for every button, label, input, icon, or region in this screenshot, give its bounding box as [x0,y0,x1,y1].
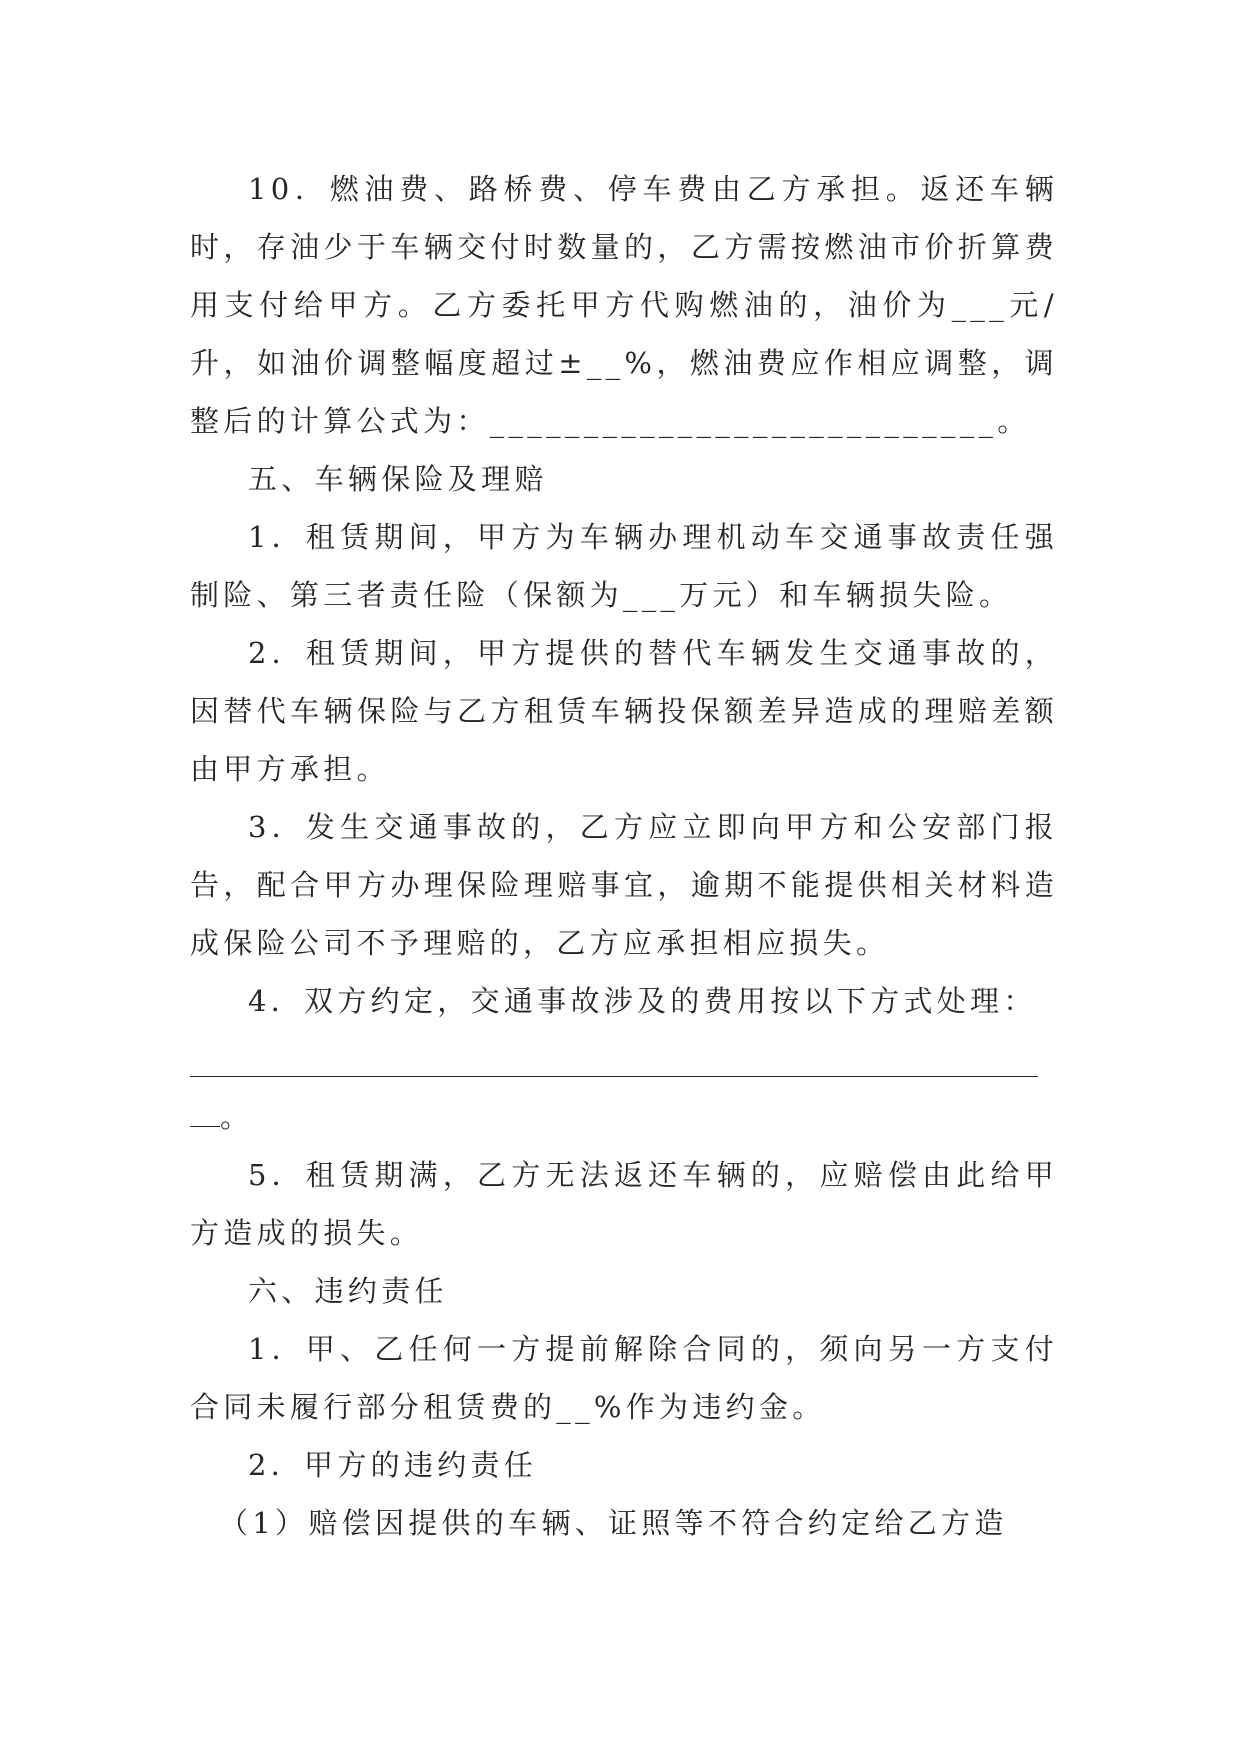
clause-5-3-accident-report: 3．发生交通事故的，乙方应立即向甲方和公安部门报告，配合甲方办理保险理赔事宜，逾期不能提供相关材料造成保险公司不予理赔的，乙方应承担相应损失。 [190,810,1058,960]
clause-5-1-insurance: 1．租赁期间，甲方为车辆办理机动车交通事故责任强制险、第三者责任险（保额为___万元）和车辆损失险。 [190,520,1058,612]
clause-6-2-party-a-liability: 2．甲方的违约责任 [248,1448,538,1482]
fill-in-blank-line [190,1030,1058,1088]
clause-5-5-unreturned-vehicle: 5．租赁期满，乙方无法返还车辆的，应赔偿由此给甲方造成的损失。 [190,1158,1058,1250]
clause-6-2-1-compensation: （1）赔偿因提供的车辆、证照等不符合约定给乙方造 [219,1506,1008,1540]
clause-5-4-end-mark: 。 [220,1100,254,1134]
clause-5-2-replacement-vehicle: 2．租赁期间，甲方提供的替代车辆发生交通事故的，因替代车辆保险与乙方租赁车辆投保额差异造成的理赔差额由甲方承担。 [190,636,1058,786]
clause-5-4-accident-costs: 4．双方约定，交通事故涉及的费用按以下方式处理： [248,984,1037,1018]
section-5-heading: 五、车辆保险及理赔 [248,462,548,496]
blank-underline [190,1076,1038,1077]
document-body [190,160,1058,1552]
blank-underline-short [190,1106,220,1127]
clause-10-fuel-costs: 10．燃油费、路桥费、停车费由乙方承担。返还车辆时，存油少于车辆交付时数量的，乙方需按燃油市价折算费用支付给甲方。乙方委托甲方代购燃油的，油价为___元/升，如油价调整幅度超过±__%，燃油费应作相应调整，调整后的计算公式为：___________________________。 [190,172,1058,438]
section-6-heading: 六、违约责任 [248,1274,448,1308]
clause-6-1-early-termination: 1．甲、乙任何一方提前解除合同的，须向另一方支付合同未履行部分租赁费的__%作为违约金。 [190,1332,1058,1424]
clause-5-4-blank-end [190,1088,1058,1146]
